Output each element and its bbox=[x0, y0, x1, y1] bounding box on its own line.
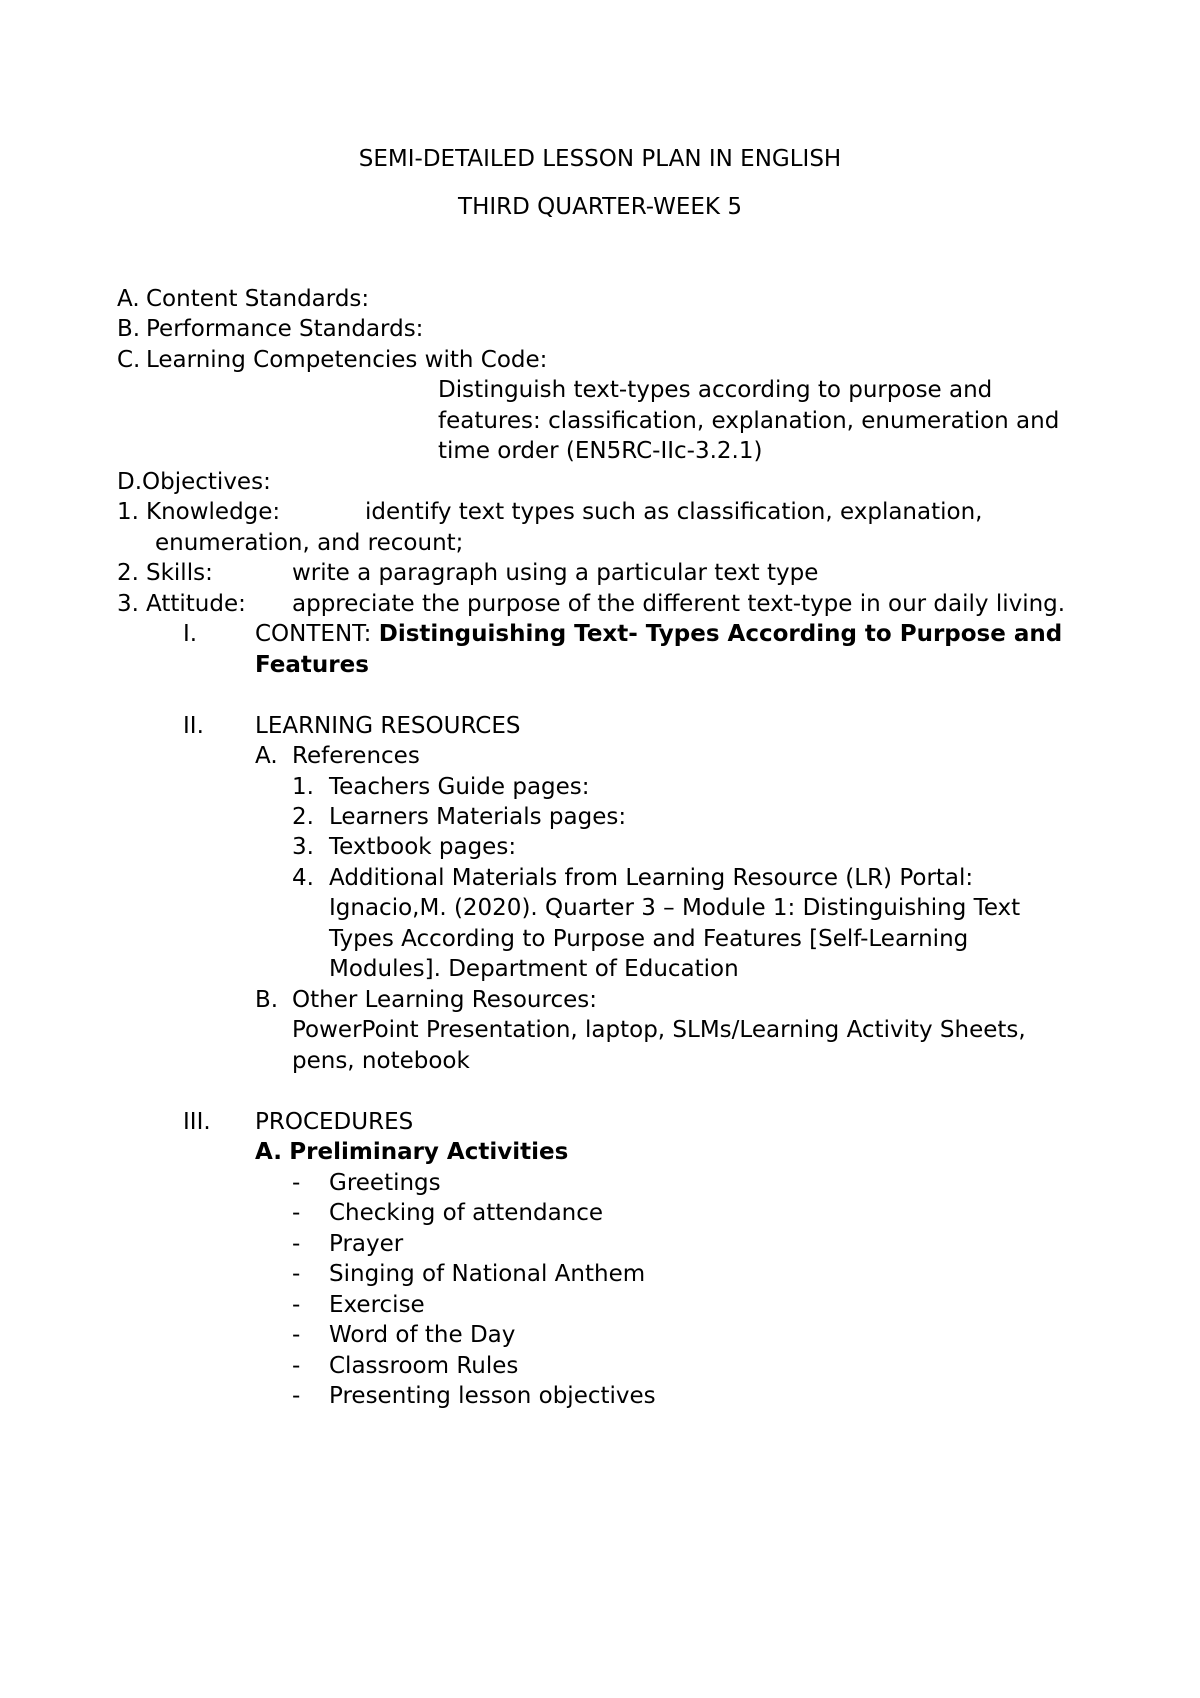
citation-line: Modules]. Department of Education bbox=[329, 956, 739, 982]
other-resources-text: pens, notebook bbox=[292, 1048, 470, 1074]
bullet-dash: - bbox=[292, 1292, 301, 1318]
content-standards-label: Content Standards: bbox=[146, 286, 370, 312]
section-numeral-i: I. bbox=[183, 621, 198, 647]
objective-text-knowledge: identify text types such as classification, explanation, bbox=[365, 499, 983, 525]
section-c-marker: C. bbox=[117, 347, 141, 373]
objective-text-skills: write a paragraph using a particular text type bbox=[292, 560, 819, 586]
section-numeral-ii: II. bbox=[183, 713, 204, 739]
citation-line: Ignacio,M. (2020). Quarter 3 – Module 1: Distinguishing Text bbox=[329, 895, 1021, 921]
bullet-dash: - bbox=[292, 1261, 301, 1287]
citation-line: Types According to Purpose and Features [Self-Learning bbox=[329, 926, 969, 952]
procedures-heading: PROCEDURES bbox=[255, 1109, 414, 1135]
learning-resources-heading: LEARNING RESOURCES bbox=[255, 713, 521, 739]
activity-item: Presenting lesson objectives bbox=[329, 1383, 656, 1409]
preliminary-activities-marker: A. bbox=[255, 1139, 282, 1165]
activity-item: Singing of National Anthem bbox=[329, 1261, 646, 1287]
activity-item: Word of the Day bbox=[329, 1322, 516, 1348]
section-a-marker: A. bbox=[117, 286, 140, 312]
bullet-dash: - bbox=[292, 1170, 301, 1196]
activity-item: Checking of attendance bbox=[329, 1200, 604, 1226]
preliminary-activities-heading bbox=[255, 1141, 568, 1164]
competency-text-line: time order (EN5RC-IIc-3.2.1) bbox=[438, 438, 763, 464]
section-numeral-iii: III. bbox=[183, 1109, 211, 1135]
bullet-dash: - bbox=[292, 1231, 301, 1257]
references-marker: A. bbox=[255, 743, 278, 769]
objective-marker: 2. bbox=[117, 560, 139, 586]
page-title: SEMI-DETAILED LESSON PLAN IN ENGLISH bbox=[358, 146, 842, 172]
bullet-dash: - bbox=[292, 1322, 301, 1348]
reference-marker: 3. bbox=[292, 834, 314, 860]
competency-text-line: Distinguish text-types according to purpose and bbox=[438, 377, 993, 403]
reference-item: Textbook pages: bbox=[329, 834, 517, 860]
objective-label-knowledge: Knowledge: bbox=[146, 499, 281, 525]
activity-item: Exercise bbox=[329, 1292, 425, 1318]
bullet-dash: - bbox=[292, 1200, 301, 1226]
bullet-dash: - bbox=[292, 1383, 301, 1409]
activity-item: Prayer bbox=[329, 1231, 404, 1257]
reference-marker: 1. bbox=[292, 774, 314, 800]
preliminary-activities-label: Preliminary Activities bbox=[289, 1139, 569, 1165]
performance-standards-label: Performance Standards: bbox=[146, 316, 424, 342]
objectives-label: D.Objectives: bbox=[117, 469, 271, 495]
content-prefix: CONTENT: bbox=[255, 621, 379, 647]
objective-text-attitude: appreciate the purpose of the different text-type in our daily living. bbox=[292, 591, 1066, 617]
reference-marker: 4. bbox=[292, 865, 314, 891]
content-heading bbox=[255, 623, 1062, 646]
reference-item: Additional Materials from Learning Resource (LR) Portal: bbox=[329, 865, 974, 891]
other-resources-label: Other Learning Resources: bbox=[292, 987, 597, 1013]
content-title-cont-text: Features bbox=[255, 652, 369, 678]
bullet-dash: - bbox=[292, 1353, 301, 1379]
reference-item: Teachers Guide pages: bbox=[329, 774, 590, 800]
competency-text-line: features: classification, explanation, enumeration and bbox=[438, 408, 1060, 434]
objective-label-attitude: Attitude: bbox=[146, 591, 246, 617]
activity-item: Greetings bbox=[329, 1170, 441, 1196]
section-b-marker: B. bbox=[117, 316, 141, 342]
other-resources-marker: B. bbox=[255, 987, 279, 1013]
objective-marker: 1. bbox=[117, 499, 139, 525]
references-label: References bbox=[292, 743, 420, 769]
reference-marker: 2. bbox=[292, 804, 314, 830]
page-subtitle: THIRD QUARTER-WEEK 5 bbox=[458, 194, 742, 220]
objective-label-skills: Skills: bbox=[146, 560, 213, 586]
content-title: Distinguishing Text- Types According to Purpose and bbox=[378, 621, 1063, 647]
learning-competencies-label: Learning Competencies with Code: bbox=[146, 347, 548, 373]
activity-item: Classroom Rules bbox=[329, 1353, 519, 1379]
objective-text-knowledge-cont: enumeration, and recount; bbox=[155, 530, 464, 556]
reference-item: Learners Materials pages: bbox=[329, 804, 627, 830]
objective-marker: 3. bbox=[117, 591, 139, 617]
other-resources-text: PowerPoint Presentation, laptop, SLMs/Learning Activity Sheets, bbox=[292, 1017, 1026, 1043]
content-title-cont bbox=[255, 654, 369, 677]
